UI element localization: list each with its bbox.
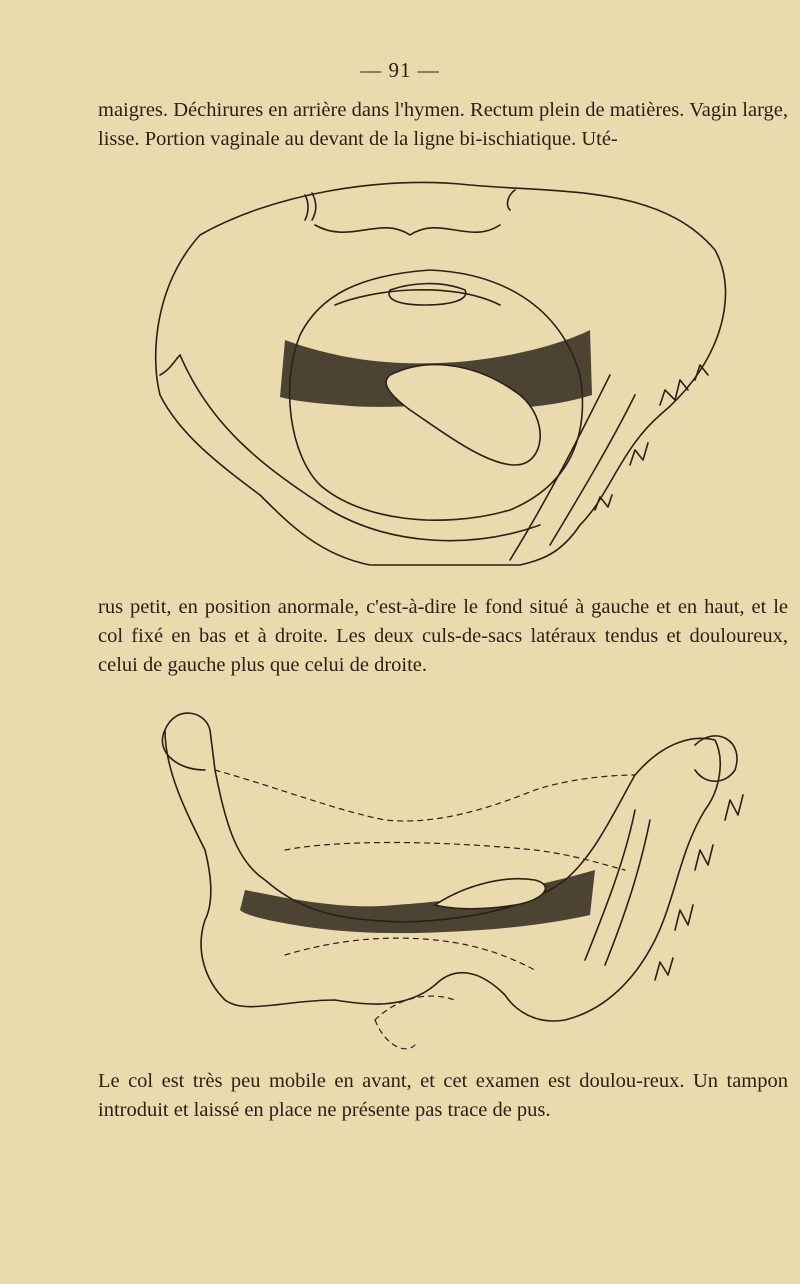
paragraph-1: maigres. Déchirures en arrière dans l'hymen. Rectum plein de matières. Vagin large, lisse. Portion vaginale au devant de la ligne bi-ischiatique. Uté- <box>98 99 788 150</box>
figure-2-outer-contour <box>165 713 720 1021</box>
anatomical-figure-1 <box>140 165 740 585</box>
page-number: — 91 — <box>360 58 440 82</box>
paragraph-2: rus petit, en position anormale, c'est-à-dire le fond situé à gauche et en haut, et le col fixé en bas et à droite. Les deux culs-de-sacs latéraux tendus et douloureux, celui de gauche plus que celui de droite. <box>98 596 788 676</box>
paragraph-3: Le col est très peu mobile en avant, et cet examen est doulou-reux. Un tampon introduit et laissé en place ne présente pas trace de pus. <box>98 1070 788 1121</box>
anatomical-figure-2 <box>135 700 755 1060</box>
